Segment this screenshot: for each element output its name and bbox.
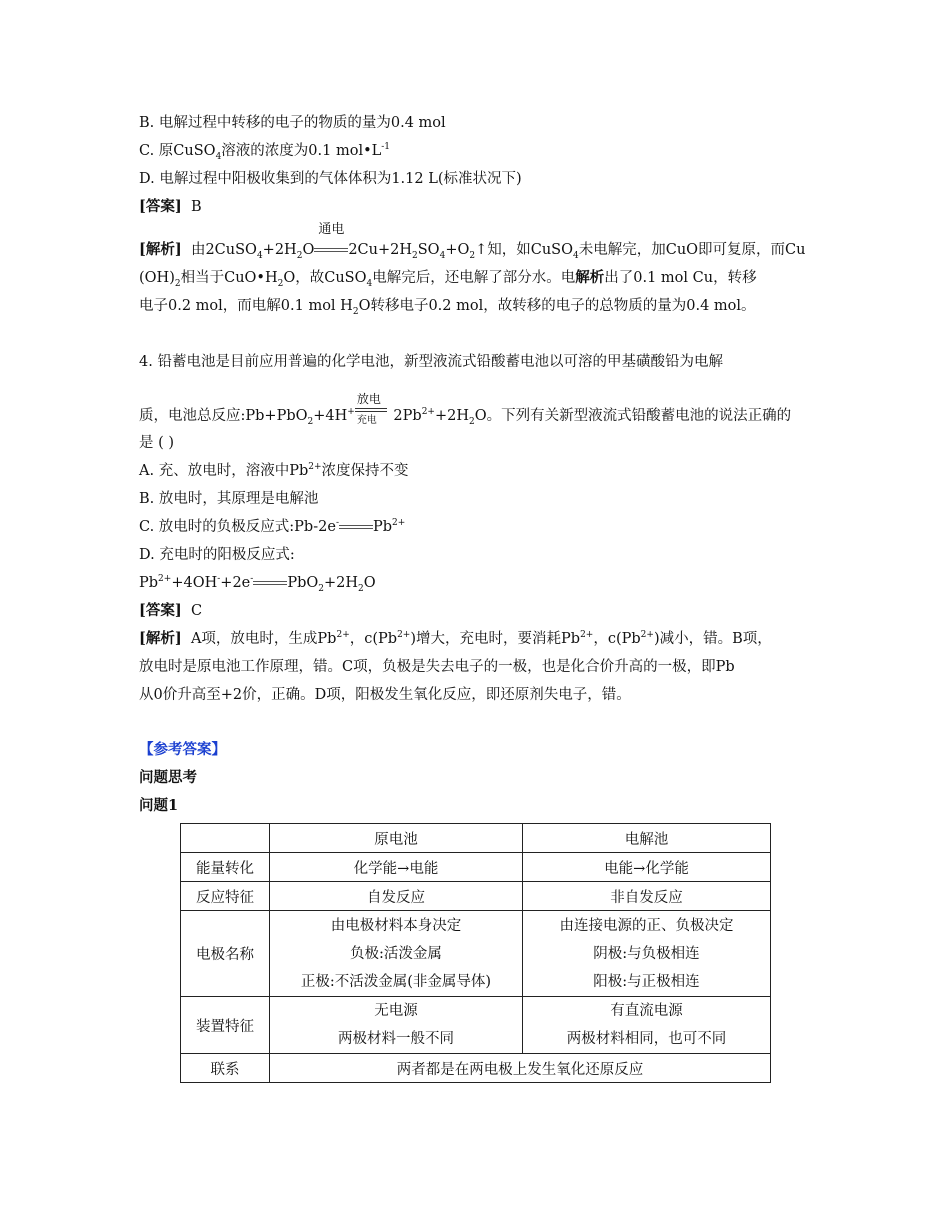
superscript: - <box>250 574 254 585</box>
cell-line: 正极:不活泼金属(非金属导体) <box>300 973 492 990</box>
superscript: - <box>217 574 221 585</box>
charge-label: 充电 <box>356 415 377 426</box>
table-row <box>181 882 771 911</box>
condition-text: 通电 <box>318 222 345 237</box>
equals-bar <box>253 581 287 585</box>
text: O <box>363 575 376 591</box>
table-row <box>181 911 771 997</box>
table-cell <box>270 911 523 997</box>
table-header-cell: 电解池 <box>523 824 771 853</box>
text: O转移电子0.2 mol，故转移的电子的总物质的量为0.4 mol。 <box>358 298 756 314</box>
table-cell: 自发反应 <box>270 882 523 911</box>
subscript: 2 <box>174 278 181 289</box>
cell-line: 由连接电源的正、负极决定 <box>559 917 734 934</box>
superscript: -1 <box>381 142 391 153</box>
superscript: - <box>335 518 339 529</box>
table-cell: 非自发反应 <box>523 882 771 911</box>
cell-line: 两极材料一般不同 <box>338 1031 454 1047</box>
text: 相当于CuO•H <box>180 270 278 286</box>
subscript: 4 <box>256 250 263 261</box>
section-title: 问题思考 <box>139 769 197 786</box>
table-cell <box>270 997 523 1054</box>
text: +2e <box>220 575 251 591</box>
superscript: 2+ <box>308 462 322 473</box>
text: ↑知，如CuSO <box>475 242 573 258</box>
cell-line: 由电极材料本身决定 <box>330 917 462 934</box>
q4-option-c <box>139 517 405 537</box>
q4-stem-line-3: 是 ( ) <box>139 435 175 451</box>
cell-line: 无电源 <box>374 1003 418 1019</box>
subscript: 2 <box>469 416 475 427</box>
subscript: 2 <box>352 306 359 317</box>
row-label: 联系 <box>181 1054 270 1083</box>
q4-option-a <box>139 461 409 481</box>
subscript: 2 <box>277 278 284 289</box>
superscript: 2+ <box>158 574 172 585</box>
cell-line: 阴极:与负极相连 <box>593 945 700 962</box>
superscript: 2+ <box>580 630 594 641</box>
row-label: 电极名称 <box>181 911 270 997</box>
text: Pb <box>372 519 393 535</box>
table-header-cell <box>181 824 270 853</box>
text: 2Pb <box>393 408 422 424</box>
text: )减小，错。B项， <box>653 631 772 647</box>
superscript: 2+ <box>640 630 654 641</box>
text: PbO <box>287 575 319 591</box>
text: 浓度保持不变 <box>321 463 409 479</box>
table-cell: 化学能→电能 <box>270 853 523 882</box>
q4-option-d: D. 充电时的阳极反应式: <box>139 547 295 563</box>
text: C. 放电时的负极反应式:Pb-2e <box>139 519 336 535</box>
text: (OH) <box>139 270 175 286</box>
table-cell <box>523 911 771 997</box>
q3-option-c-text: C. 原CuSO <box>139 143 216 159</box>
q3-analysis-line-2 <box>139 268 757 288</box>
subscript: 4 <box>439 250 446 261</box>
analysis-label: [解析] <box>139 630 182 647</box>
subscript: 4 <box>215 151 222 162</box>
row-label: 装置特征 <box>181 997 270 1054</box>
q3-option-c <box>139 141 390 161</box>
reaction-condition <box>314 222 348 260</box>
table-header-row <box>181 824 771 853</box>
answer-value: B <box>190 199 202 215</box>
answer-label: [答案] <box>139 602 182 619</box>
q3-analysis-line-1 <box>139 222 806 261</box>
q3-option-c-text: 溶液的浓度为0.1 mol•L <box>221 143 382 159</box>
table-row <box>181 1054 771 1083</box>
text: 出了0.1 mol Cu，转移 <box>604 270 757 286</box>
subscript: 2 <box>358 583 364 594</box>
text: O。下列有关新型液流式铅酸蓄电池的说法正确的 <box>474 408 792 424</box>
subscript: 2 <box>318 583 324 594</box>
q4-analysis-line-2: 放电时是原电池工作原理，错。C项，负极是失去电子的一极，也是化合价升高的一极，即Pb <box>139 659 735 675</box>
table-cell <box>523 997 771 1054</box>
superscript: 2+ <box>397 630 411 641</box>
text: 质，电池总反应:Pb+PbO <box>139 408 308 424</box>
table-cell: 两者都是在两电极上发生氧化还原反应 <box>270 1054 771 1083</box>
subscript: 4 <box>573 250 579 261</box>
superscript: 2+ <box>336 630 350 641</box>
equals-bar <box>314 248 348 252</box>
reference-heading: 【参考答案】 <box>139 741 226 758</box>
text: +O <box>445 242 470 258</box>
reversible-arrows <box>355 392 389 427</box>
cell-line: 阳极:与正极相连 <box>593 973 700 990</box>
q3-analysis-line-3 <box>139 296 756 316</box>
arrow-line <box>355 408 387 409</box>
cell-line: 有直流电源 <box>610 1003 683 1019</box>
text: 电解完后，还电解了部分水。电 <box>372 270 576 286</box>
table-header-cell: 原电池 <box>270 824 523 853</box>
q4-option-d-equation <box>139 573 376 593</box>
comparison-table <box>180 823 771 1083</box>
q3-answer <box>139 197 202 217</box>
superscript: 2+ <box>392 518 406 529</box>
text: 未电解完，加CuO即可复原，而Cu <box>578 242 806 258</box>
text: +4OH <box>171 575 218 591</box>
q4-answer <box>139 601 202 621</box>
text: +2H <box>262 242 297 258</box>
table-cell: 电能→化学能 <box>523 853 771 882</box>
subscript: 2 <box>469 250 476 261</box>
subscript: 2 <box>307 416 314 427</box>
answer-value: C <box>190 603 203 619</box>
row-label: 能量转化 <box>181 853 270 882</box>
text: +2H <box>323 575 359 591</box>
text: 由2CuSO <box>190 242 257 258</box>
question-title: 问题1 <box>139 797 179 814</box>
superscript: + <box>347 407 355 418</box>
text: +4H <box>313 408 348 424</box>
text: A项，放电时，生成Pb <box>190 631 337 647</box>
text: 电子0.2 mol，而电解0.1 mol H <box>139 298 353 314</box>
subscript: 2 <box>296 250 303 261</box>
q4-analysis-line-1 <box>139 629 772 649</box>
answer-label: [答案] <box>139 198 182 215</box>
q4-stem-line-2 <box>139 392 792 427</box>
q4-analysis-line-3: 从0价升高至+2价，正确。D项，阳极发生氧化反应，即还原剂失电子，错。 <box>139 687 631 703</box>
superscript: 2+ <box>421 407 435 418</box>
text: )增大，充电时，要消耗Pb <box>410 631 581 647</box>
cell-line: 两极材料相同，也可不同 <box>566 1031 727 1047</box>
q3-option-d: D. 电解过程中阳极收集到的气体体积为1.12 L(标准状况下) <box>139 171 522 187</box>
q3-option-b: B. 电解过程中转移的电子的物质的量为0.4 mol <box>139 115 446 131</box>
table-row <box>181 997 771 1054</box>
text: O <box>302 242 315 258</box>
analysis-label: [解析] <box>139 241 182 258</box>
cell-line: 负极:活泼金属 <box>350 945 442 962</box>
q4-stem-line-1: 4. 铅蓄电池是目前应用普遍的化学电池，新型液流式铅酸蓄电池以可溶的甲基磺酸铅为电解 <box>139 354 723 370</box>
text: ，c(Pb <box>593 631 641 647</box>
text: SO <box>417 242 440 258</box>
text: 解析 <box>575 269 605 286</box>
row-label: 反应特征 <box>181 882 270 911</box>
text: A. 充、放电时，溶液中Pb <box>139 463 309 479</box>
table-row <box>181 853 771 882</box>
subscript: 2 <box>412 250 418 261</box>
discharge-label: 放电 <box>356 392 381 406</box>
q4-option-b: B. 放电时，其原理是电解池 <box>139 491 319 507</box>
text: 2Cu+2H <box>348 242 413 258</box>
text: Pb <box>139 575 159 591</box>
text: O，故CuSO <box>283 270 367 286</box>
equals-bar <box>339 525 373 529</box>
text: +2H <box>434 408 469 424</box>
subscript: 4 <box>366 278 373 289</box>
text: ，c(Pb <box>349 631 398 647</box>
